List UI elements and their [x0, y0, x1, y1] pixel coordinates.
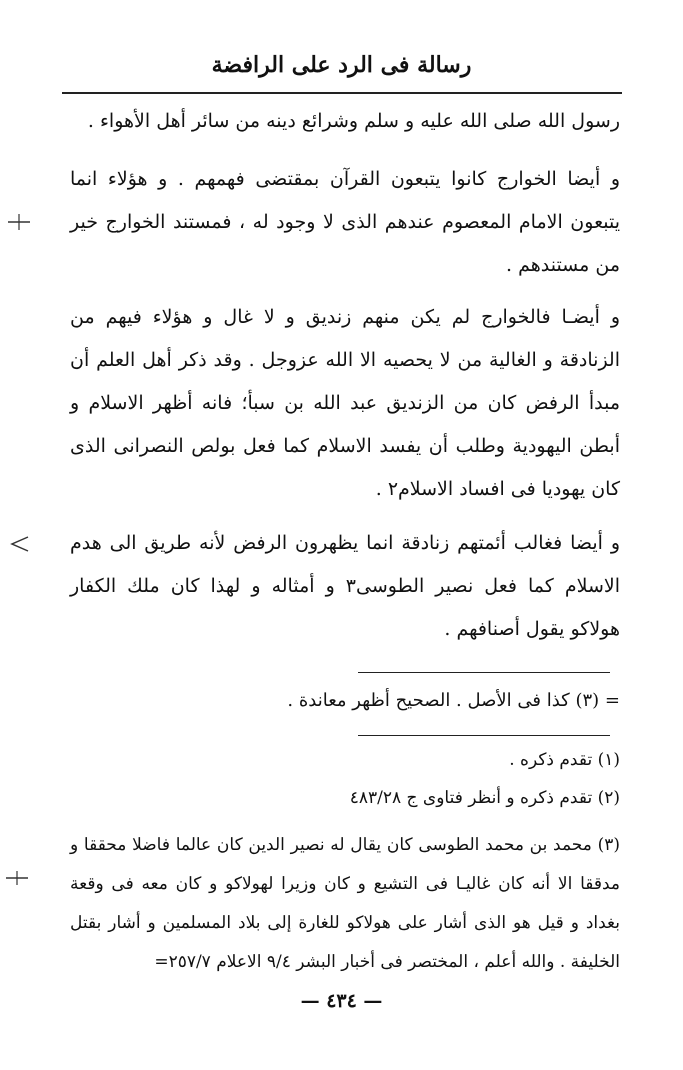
- paragraph-text: رسول الله صلى الله عليه و سلم وشرائع دينه من سائر أهل الأهواء .: [87, 110, 620, 132]
- paragraph-text: و أيضـا فالخوارج لم يكن منهم زنديق و لا غال و هؤلاء فيهم من الزنادقة و الغالية من لا يحصيه الا الله عزوجل . وقد ذكر أهل العلم أن مبدأ الرفض كان من الزنديق عبد الله بن سبأ؛ فانه أظهر الاسلام و أبطن اليهودية وطلب أن يفسد الاسلام كما فعل بولص النصرانى الذى كان يهوديا فى افساد الاسلام٢ .: [70, 306, 620, 500]
- note-rule-top: [358, 672, 610, 673]
- continued-note: = (٣) كذا فى الأصل . الصحيح أظهر معاندة .: [287, 690, 620, 711]
- paragraph-text: و أيضا الخوارج كانوا يتبعون القرآن بمقتضى فهمهم . و هؤلاء انما يتبعون الامام المعصوم عندهم الذى لا وجود له ، فمستند الخوارج خير من مستندهم .: [70, 168, 620, 276]
- footnote: (١) تقدم ذكره .: [509, 750, 620, 770]
- page-number: — ٤٣٤ —: [300, 990, 383, 1012]
- page-title: رسالة فى الرد على الرافضة: [211, 52, 472, 78]
- margin-mark-icon: [6, 534, 32, 554]
- paragraph: [70, 110, 620, 133]
- margin-mark-icon: [6, 212, 32, 232]
- paragraph-text: و أيضا فغالب أئمتهم زنادقة انما يظهرون الرفض لأنه طريق الى هدم الاسلام كما فعل نصير الطوسى٣ و أمثاله و لهذا كان ملك الكفار هولاكو يقول أصنافهم .: [70, 532, 620, 640]
- paragraph: [70, 158, 620, 287]
- footnote: (٢) تقدم ذكره و أنظر فتاوى ج ٤٨٣/٢٨: [349, 788, 620, 808]
- header-rule: [62, 92, 622, 94]
- margin-mark-icon: [4, 868, 30, 888]
- footnote: (٣) محمد بن محمد الطوسى كان يقال له نصير الدين كان عالما فاضلا محققا و مدققا الا أنه كان غاليـا فى التشيع و كان وزيرا لهولاكو و كان معه فى وقعة بغداد و قيل هو الذى أشار على هولاكو للغارة إلى بلاد المسلمين و أشار بقتل الخليفة . والله أعلم ، المختصر فى أخبار البشر ٩/٤ الاعلام ٢٥٧/٧=: [70, 835, 620, 972]
- paragraph: [70, 522, 620, 651]
- footnote-rule: [358, 735, 610, 736]
- paragraph: [70, 296, 620, 511]
